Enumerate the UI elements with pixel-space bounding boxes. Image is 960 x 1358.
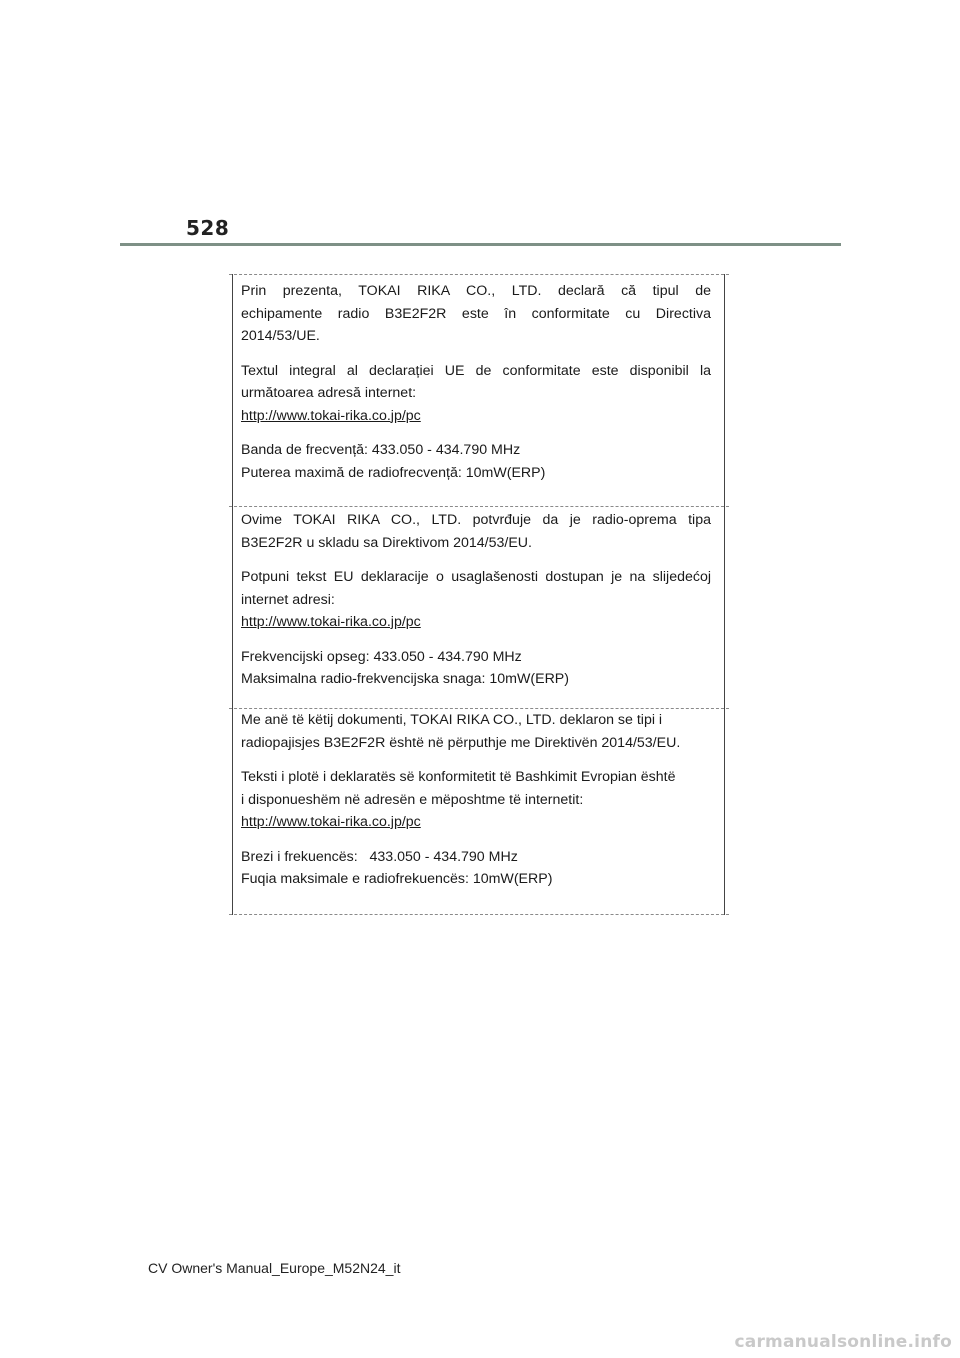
footer-manual-id: CV Owner's Manual_Europe_M52N24_it bbox=[148, 1260, 401, 1276]
declaration-link[interactable]: http://www.tokai-rika.co.jp/pc bbox=[241, 614, 421, 630]
declaration-line: următoarea adresă internet: bbox=[241, 385, 417, 401]
declaration-line: Ovime TOKAI RIKA CO., LTD. potvrđuje da je radio-oprema tipa bbox=[241, 512, 711, 528]
declaration-line: Me anë të këtij dokumenti, TOKAI RIKA CO., LTD. deklaron se tipi i bbox=[241, 712, 663, 728]
declaration-section-albanian bbox=[241, 709, 711, 891]
header-rule bbox=[120, 243, 841, 246]
declaration-line: internet adresi: bbox=[241, 591, 335, 608]
declaration-line: Teksti i plotë i deklaratës së konformitetit të Bashkimit Evropian është bbox=[241, 769, 676, 785]
max-power: Maksimalna radio-frekvencijska snaga: 10mW(ERP) bbox=[241, 671, 569, 687]
page-number: 528 bbox=[186, 216, 230, 240]
declaration-line: Prin prezenta, TOKAI RIKA CO., LTD. declară că tipul de bbox=[241, 283, 711, 299]
declaration-line: echipamente radio B3E2F2R este în conformitate cu Directiva bbox=[241, 305, 711, 322]
declaration-section-montenegrin bbox=[241, 509, 711, 691]
declaration-line: radiopajisjes B3E2F2R është në përputhje me Direktivën 2014/53/EU. bbox=[241, 734, 681, 751]
declaration-link[interactable]: http://www.tokai-rika.co.jp/pc bbox=[241, 407, 421, 424]
box-right-border bbox=[724, 274, 725, 915]
watermark: carmanualsonline.info bbox=[734, 1332, 952, 1352]
box-left-border bbox=[232, 274, 233, 915]
declaration-line: Potpuni tekst EU deklaracije o usaglašenosti dostupan je na slijedećoj bbox=[241, 569, 711, 585]
declaration-line: B3E2F2R u skladu sa Direktivom 2014/53/EU. bbox=[241, 534, 532, 551]
declaration-line: Textul integral al declarației UE de conformitate este disponibil la bbox=[241, 362, 711, 379]
frequency-band: Brezi i frekuencës: 433.050 - 434.790 MHz bbox=[241, 848, 518, 865]
frequency-band: Banda de frecvență: 433.050 - 434.790 MHz bbox=[241, 442, 521, 458]
box-top-border bbox=[229, 274, 729, 275]
max-power: Puterea maximă de radiofrecvență: 10mW(ERP) bbox=[241, 464, 546, 481]
box-bottom-border bbox=[229, 914, 729, 915]
declaration-section-romanian bbox=[241, 280, 711, 484]
frequency-band: Frekvencijski opseg: 433.050 - 434.790 MHz bbox=[241, 648, 522, 665]
section-divider-1 bbox=[229, 506, 729, 507]
max-power: Fuqia maksimale e radiofrekuencës: 10mW(ERP) bbox=[241, 871, 553, 887]
declaration-line: i disponueshëm në adresën e mëposhtme të internetit: bbox=[241, 791, 584, 808]
declaration-line: 2014/53/UE. bbox=[241, 328, 320, 344]
declaration-link[interactable]: http://www.tokai-rika.co.jp/pc bbox=[241, 814, 421, 830]
declaration-box bbox=[232, 274, 724, 914]
